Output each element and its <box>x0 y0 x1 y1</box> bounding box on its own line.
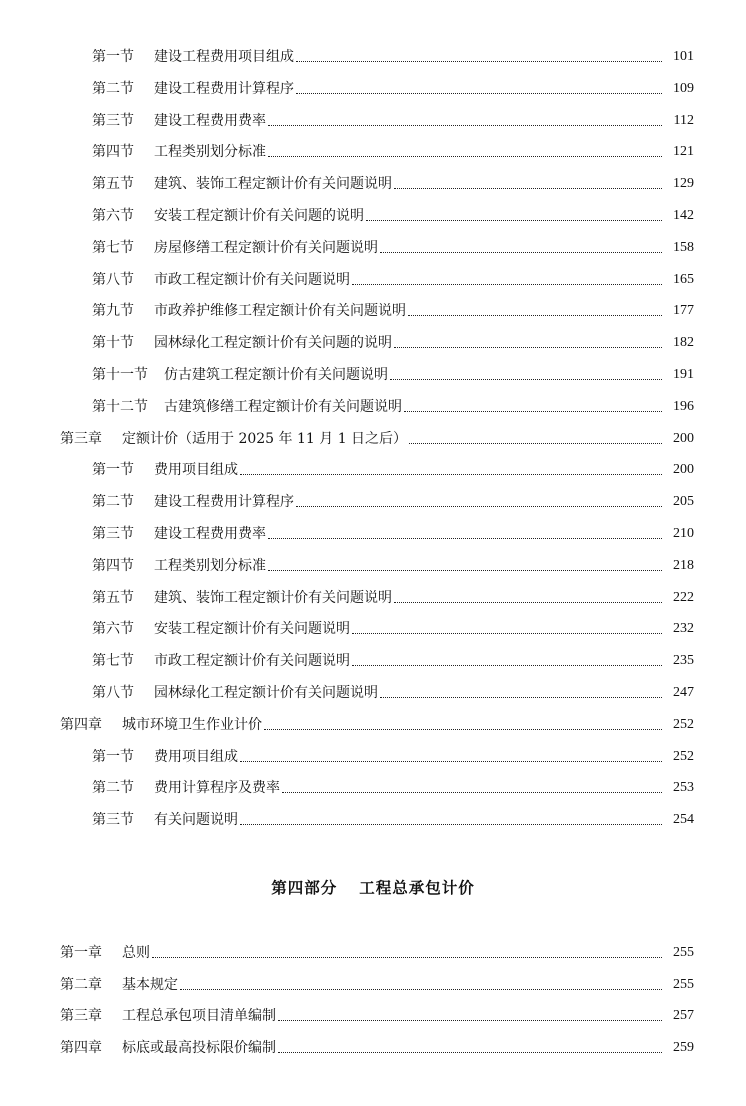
toc-entry-number: 第三章 <box>60 430 102 447</box>
toc-entry-page-number: 200 <box>673 430 694 446</box>
dot-leader <box>394 347 662 348</box>
toc-entry[interactable] <box>0 612 746 638</box>
toc-entry-number: 第一章 <box>60 945 102 961</box>
dot-leader <box>394 188 662 189</box>
toc-entry-title: 市政工程定额计价有关问题说明 <box>154 271 350 288</box>
toc-entry-number: 第五节 <box>92 176 134 193</box>
toc-entry[interactable] <box>0 358 746 384</box>
toc-entry-title: 费用计算程序及费率 <box>154 780 280 797</box>
dot-leader <box>408 315 662 316</box>
toc-entry-page-number: 253 <box>673 780 694 796</box>
toc-entry-page-number: 196 <box>673 398 694 414</box>
toc-entry-number: 第十节 <box>92 335 134 352</box>
toc-entry-number: 第六节 <box>92 208 134 224</box>
toc-entry-number: 第二节 <box>92 780 134 797</box>
toc-entry-page-number: 191 <box>673 367 694 382</box>
toc-entry-number: 第二章 <box>60 976 102 993</box>
toc-entry[interactable] <box>0 263 746 289</box>
toc-entry-page-number: 101 <box>673 49 694 64</box>
toc-entry-title: 工程总承包项目清单编制 <box>122 1008 276 1025</box>
toc-entry-title: 市政养护维修工程定额计价有关问题说明 <box>154 303 406 320</box>
toc-entry-number: 第四章 <box>60 716 102 733</box>
part-heading <box>0 876 746 898</box>
toc-entry-title: 定额计价（适用于 2025 年 11 月 1 日之后） <box>122 430 408 447</box>
toc-entry-page-number: 177 <box>673 303 694 319</box>
toc-entry-title: 建筑、装饰工程定额计价有关问题说明 <box>154 589 392 606</box>
toc-entry-title: 安装工程定额计价有关问题说明 <box>154 621 350 638</box>
toc-entry-number: 第七节 <box>92 239 134 256</box>
toc-entry-page-number: 259 <box>673 1039 694 1055</box>
toc-entry-title: 仿古建筑工程定额计价有关问题说明 <box>164 367 388 383</box>
toc-entry[interactable] <box>0 1031 746 1057</box>
toc-entry-title: 城市环境卫生作业计价 <box>122 716 262 733</box>
toc-entry-title: 建筑、装饰工程定额计价有关问题说明 <box>154 176 392 193</box>
dot-leader <box>352 633 662 634</box>
toc-entry[interactable] <box>0 135 746 161</box>
dot-leader <box>390 379 662 380</box>
toc-entry[interactable] <box>0 676 746 702</box>
dot-leader <box>278 1052 662 1053</box>
toc-entry[interactable] <box>0 936 746 962</box>
toc-entry-title: 建设工程费用费率 <box>154 112 266 129</box>
toc-entry[interactable] <box>0 517 746 543</box>
toc-entry-page-number: 218 <box>673 557 694 573</box>
toc-entry-title: 标底或最高投标限价编制 <box>122 1039 276 1056</box>
toc-entry-page-number: 254 <box>673 812 694 828</box>
toc-entry-number: 第十二节 <box>92 398 148 415</box>
toc-entry[interactable] <box>0 771 746 797</box>
toc-entry-title: 房屋修缮工程定额计价有关问题说明 <box>154 239 378 256</box>
toc-entry-page-number: 255 <box>673 976 694 992</box>
dot-leader <box>296 93 662 94</box>
toc-entry-number: 第八节 <box>92 685 134 701</box>
dot-leader <box>296 61 662 62</box>
toc-entry[interactable] <box>0 231 746 257</box>
dot-leader <box>380 697 662 698</box>
toc-entry-number: 第三章 <box>60 1008 102 1025</box>
toc-entry-page-number: 210 <box>673 526 694 541</box>
toc-entry-page-number: 182 <box>673 335 694 351</box>
toc-entry[interactable] <box>0 644 746 670</box>
toc-entry-number: 第六节 <box>92 621 134 638</box>
toc-entry-page-number: 222 <box>673 589 694 605</box>
part-title: 工程总承包计价 <box>359 879 475 897</box>
toc-entry-number: 第一节 <box>92 748 134 765</box>
toc-entry-number: 第八节 <box>92 271 134 288</box>
toc-entry-title: 市政工程定额计价有关问题说明 <box>154 653 350 670</box>
dot-leader <box>366 220 662 221</box>
toc-entry-number: 第九节 <box>92 303 134 320</box>
toc-entry[interactable] <box>0 422 746 448</box>
toc-entry[interactable] <box>0 708 746 734</box>
toc-entry[interactable] <box>0 326 746 352</box>
toc-entry[interactable] <box>0 968 746 994</box>
dot-leader <box>180 989 662 990</box>
dot-leader <box>240 761 662 762</box>
dot-leader <box>409 443 662 444</box>
toc-entry-page-number: 252 <box>673 748 694 764</box>
toc-entry-number: 第三节 <box>92 812 134 829</box>
toc-entry-number: 第五节 <box>92 589 134 606</box>
dot-leader <box>296 506 662 507</box>
toc-entry-number: 第四节 <box>92 144 134 161</box>
toc-entry-title: 建设工程费用计算程序 <box>154 80 294 97</box>
toc-entry-number: 第二节 <box>92 80 134 97</box>
toc-entry[interactable] <box>0 167 746 193</box>
toc-entry-title: 有关问题说明 <box>154 812 238 829</box>
toc-entry-page-number: 235 <box>673 653 694 669</box>
toc-entry-title: 基本规定 <box>122 976 178 993</box>
toc-entry-number: 第十一节 <box>92 367 148 383</box>
toc-entry-title: 园林绿化工程定额计价有关问题说明 <box>154 685 378 701</box>
toc-entry-number: 第一节 <box>92 462 134 479</box>
toc-entry-page-number: 252 <box>673 716 694 732</box>
toc-entry[interactable] <box>0 581 746 607</box>
toc-entry[interactable] <box>0 803 746 829</box>
toc-entry-title: 园林绿化工程定额计价有关问题的说明 <box>154 335 392 352</box>
toc-entry-page-number: 121 <box>673 144 694 160</box>
toc-entry[interactable] <box>0 549 746 575</box>
toc-entry[interactable] <box>0 40 746 66</box>
toc-entry-title: 古建筑修缮工程定额计价有关问题说明 <box>164 398 402 415</box>
toc-entry-title: 费用项目组成 <box>154 462 238 479</box>
toc-entry-page-number: 257 <box>673 1008 694 1024</box>
toc-entry-number: 第七节 <box>92 653 134 670</box>
toc-entry-page-number: 129 <box>673 176 694 192</box>
toc-entry[interactable] <box>0 453 746 479</box>
toc-entry-page-number: 247 <box>673 685 694 700</box>
toc-entry-title: 安装工程定额计价有关问题的说明 <box>154 208 364 224</box>
toc-entry[interactable] <box>0 390 746 416</box>
dot-leader <box>240 474 662 475</box>
dot-leader <box>380 252 662 253</box>
toc-entry-page-number: 112 <box>673 112 694 128</box>
toc-entry-page-number: 158 <box>673 239 694 255</box>
dot-leader <box>352 284 662 285</box>
dot-leader <box>394 602 662 603</box>
dot-leader <box>264 729 662 730</box>
dot-leader <box>268 125 662 126</box>
toc-entry-title: 工程类别划分标准 <box>154 557 266 574</box>
toc-entry-page-number: 205 <box>673 494 694 510</box>
dot-leader <box>352 665 662 666</box>
toc-entry-page-number: 200 <box>673 462 694 478</box>
toc-entry-page-number: 232 <box>673 621 694 637</box>
part-label: 第四部分 <box>271 879 338 897</box>
toc-entry[interactable] <box>0 294 746 320</box>
toc-entry-page-number: 255 <box>673 945 694 960</box>
toc-entry[interactable] <box>0 104 746 130</box>
toc-entry-page-number: 142 <box>673 208 694 223</box>
dot-leader <box>268 570 662 571</box>
toc-entry-title: 工程类别划分标准 <box>154 144 266 161</box>
dot-leader <box>268 538 662 539</box>
toc-entry-page-number: 109 <box>673 80 694 96</box>
toc-entry[interactable] <box>0 199 746 225</box>
toc-entry[interactable] <box>0 485 746 511</box>
toc-entry-number: 第三节 <box>92 526 134 542</box>
toc-entry-number: 第三节 <box>92 112 134 129</box>
toc-entry-number: 第四节 <box>92 557 134 574</box>
toc-entry-number: 第二节 <box>92 494 134 511</box>
dot-leader <box>282 792 662 793</box>
dot-leader <box>278 1020 662 1021</box>
toc-entry-number: 第四章 <box>60 1039 102 1056</box>
dot-leader <box>152 957 662 958</box>
toc-entry-page-number: 165 <box>673 271 694 287</box>
toc-entry[interactable] <box>0 999 746 1025</box>
dot-leader <box>268 156 662 157</box>
toc-entry[interactable] <box>0 740 746 766</box>
toc-entry-title: 费用项目组成 <box>154 748 238 765</box>
toc-entry[interactable] <box>0 72 746 98</box>
dot-leader <box>404 411 662 412</box>
toc-entry-title: 建设工程费用项目组成 <box>154 49 294 65</box>
dot-leader <box>240 824 662 825</box>
toc-entry-title: 建设工程费用计算程序 <box>154 494 294 511</box>
toc-entry-title: 建设工程费用费率 <box>154 526 266 542</box>
toc-entry-title: 总则 <box>122 945 150 961</box>
toc-entry-number: 第一节 <box>92 49 134 65</box>
